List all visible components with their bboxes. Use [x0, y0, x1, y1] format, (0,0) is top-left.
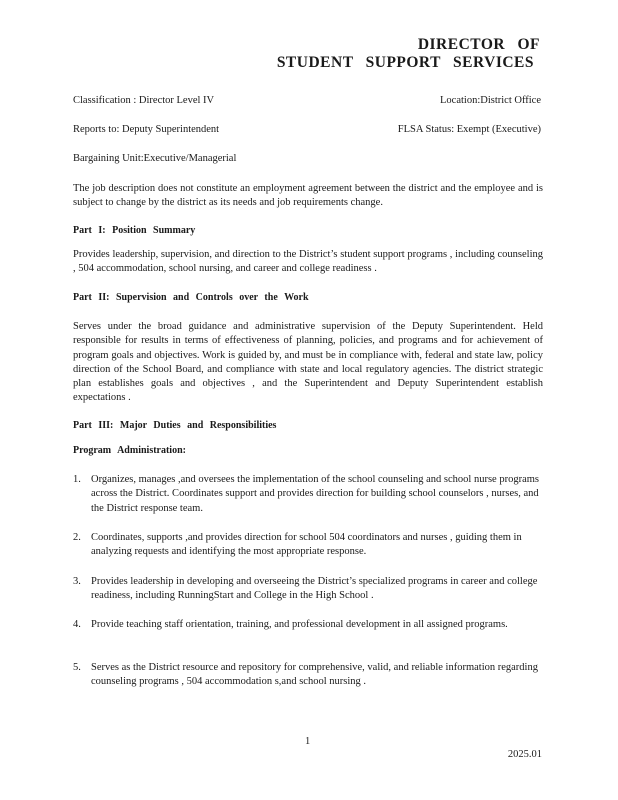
part1-text: Provides leadership, supervision, and direction to the District’s student support programs , including counseling , 504 accommodation, school nursing, and career and college readiness . [73, 249, 543, 275]
bargaining-unit: Bargaining Unit:Executive/Managerial [73, 153, 237, 164]
duty-item-number: 3. [73, 576, 81, 587]
classification: Classification : Director Level IV [73, 95, 215, 106]
duty-item-number: 1. [73, 474, 81, 485]
part3-heading: Part III: Major Duties and Responsibilities [73, 420, 277, 431]
part2-heading: Part II: Supervision and Controls over the Work [73, 292, 309, 303]
reports-to: Reports to: Deputy Superintendent [73, 124, 220, 135]
title-line-1: DIRECTOR OF [417, 36, 540, 53]
duty-item-text: Provides leadership in developing and overseeing the District’s specialized programs in career and college readiness, including RunningStart and College in the High School . [91, 576, 538, 602]
part2-text: Serves under the broad guidance and administrative supervision of the Deputy Superintendent. Held responsible for results in terms of effectiveness of planning, policies, and programs and for achievement of program goals and objectives. Work is guided by, and must be in compliance with, federal and state law, policy direction of the School Board, and compliance with state and local regulatory agencies. The district strategic plan establishes goals and objectives , and the Superintendent and Deputy Superintendent establish expectations . [73, 321, 543, 404]
flsa-status: FLSA Status: Exempt (Executive) [397, 124, 541, 135]
intro-paragraph: The job description does not constitute an employment agreement between the district and the employee and is subject to change by the district as its needs and job requirements change. [73, 183, 543, 209]
duty-item-text: Provide teaching staff orientation, training, and professional development in all assigned programs. [91, 619, 508, 630]
part1-heading: Part I: Position Summary [73, 225, 196, 236]
page-number: 1 [305, 736, 311, 747]
duty-item-number: 5. [73, 662, 81, 673]
location: Location:District Office [440, 95, 541, 106]
version-label: 2025.01 [507, 749, 542, 760]
duty-item-text: Organizes, manages ,and oversees the implementation of the school counseling and school nurse programs across the District. Coordinates support and provides direction for building school counselors , nurses, and the District response team. [91, 474, 539, 514]
duty-item-number: 4. [73, 619, 81, 630]
program-administration-subheading: Program Administration: [73, 445, 186, 456]
duty-item-text: Coordinates, supports ,and provides direction for school 504 coordinators and nurses , guiding them in analyzing requests and identifying the most appropriate response. [91, 532, 522, 558]
duty-item-text: Serves as the District resource and repository for comprehensive, valid, and reliable information regarding counseling programs , 504 accommodation s,and school nursing . [91, 662, 538, 688]
title-line-2: STUDENT SUPPORT SERVICES [276, 54, 534, 71]
duty-item-number: 2. [73, 532, 81, 543]
